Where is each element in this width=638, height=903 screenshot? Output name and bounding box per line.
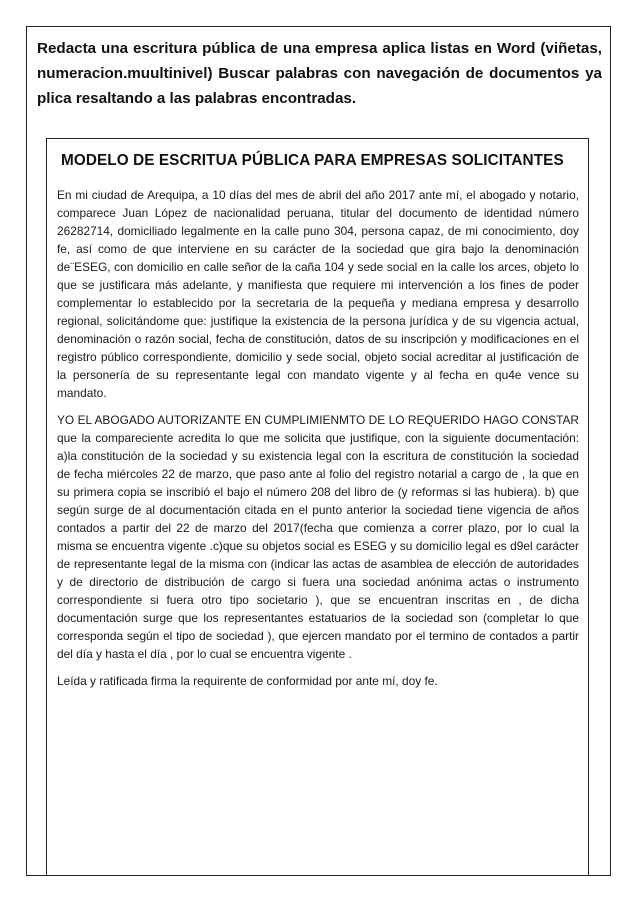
document-body — [57, 186, 579, 699]
assignment-instructions: Redacta una escritura pública de una empresa aplica listas en Word (viñetas, numeracion.muultinivel) Buscar palabras con navegación de documentos ya plica resaltando a las palabras encontradas. — [37, 40, 602, 107]
paragraph-comparecencia: En mi ciudad de Arequipa, a 10 días del mes de abril del año 2017 ante mí, el abogado y notario, comparece Juan López de nacionalidad peruana, titular del documento de identidad número 26282714, domiciliado legalmente en la calle puno 304, persona capaz, de mi conocimiento, doy fe, así como de que interviene en su carácter de la sociedad que gira bajo la denominación de¨ESEG, con domicilio en calle señor de la caña 104 y sede social en la calle los arces, objeto lo que se justificara más adelante, y manifiesta que requiere mi intervención a los fines de poder complementar lo establecido por la secretaria de la pequeña y mediana empresa y desarrollo regional, solicitándome que: justifique la existencia de la persona jurídica y de su vigencia actual, denominación o razón social, fecha de constitución, datos de su inscripción y modificaciones en el registro público correspondiente, domicilio y sede social, objeto social acreditar al justificación de la personería de su representante legal con mandato vigente y al fecha en qu4e vence su mandato. — [57, 188, 579, 400]
paragraph-constancia: YO EL ABOGADO AUTORIZANTE EN CUMPLIMIENMTO DE LO REQUERIDO HAGO CONSTAR que la compareciente acredita lo que me solicita que justifique, con la siguiente documentación: a)la constitución de la sociedad y su existencia legal con la escritura de constitución la sociedad de fecha miércoles 22 de marzo, que paso ante al folio del registro notarial a cargo de , la que en su primera copia se inscribió el bajo el número 208 del libro de (y reformas si las hubiera). b) que según surge de al documentación citada en el punto anterior la sociedad tiene vigencia de años contados a partir del 22 de marzo del 2017(fecha que comienza a correr plazo, por lo cual la misma se encuentra vigente .c)que su objetos social es ESEG y su domicilio legal es d9el carácter de representante legal de la misma con (indicar las actas de asamblea de elección de autoridades y de directorio de distribución de cargo si fuera una sociedad anónima actas o instrumento correspondiente si fuera otro tipo societario ), que se encuentran inscritas en , de dicha documentación surge que los representantes estatuarios de la sociedad son (completar lo que corresponda según el tipo de sociedad ), que ejercen mandato por el termino de contados a partir del día y hasta el día , por lo cual se encuentra vigente . — [57, 413, 579, 661]
document-title: MODELO DE ESCRITUA PÚBLICA PARA EMPRESAS SOLICITANTES — [61, 152, 564, 169]
paragraph-cierre: Leída y ratificada firma la requirente de conformidad por ante mí, doy fe. — [57, 674, 438, 688]
